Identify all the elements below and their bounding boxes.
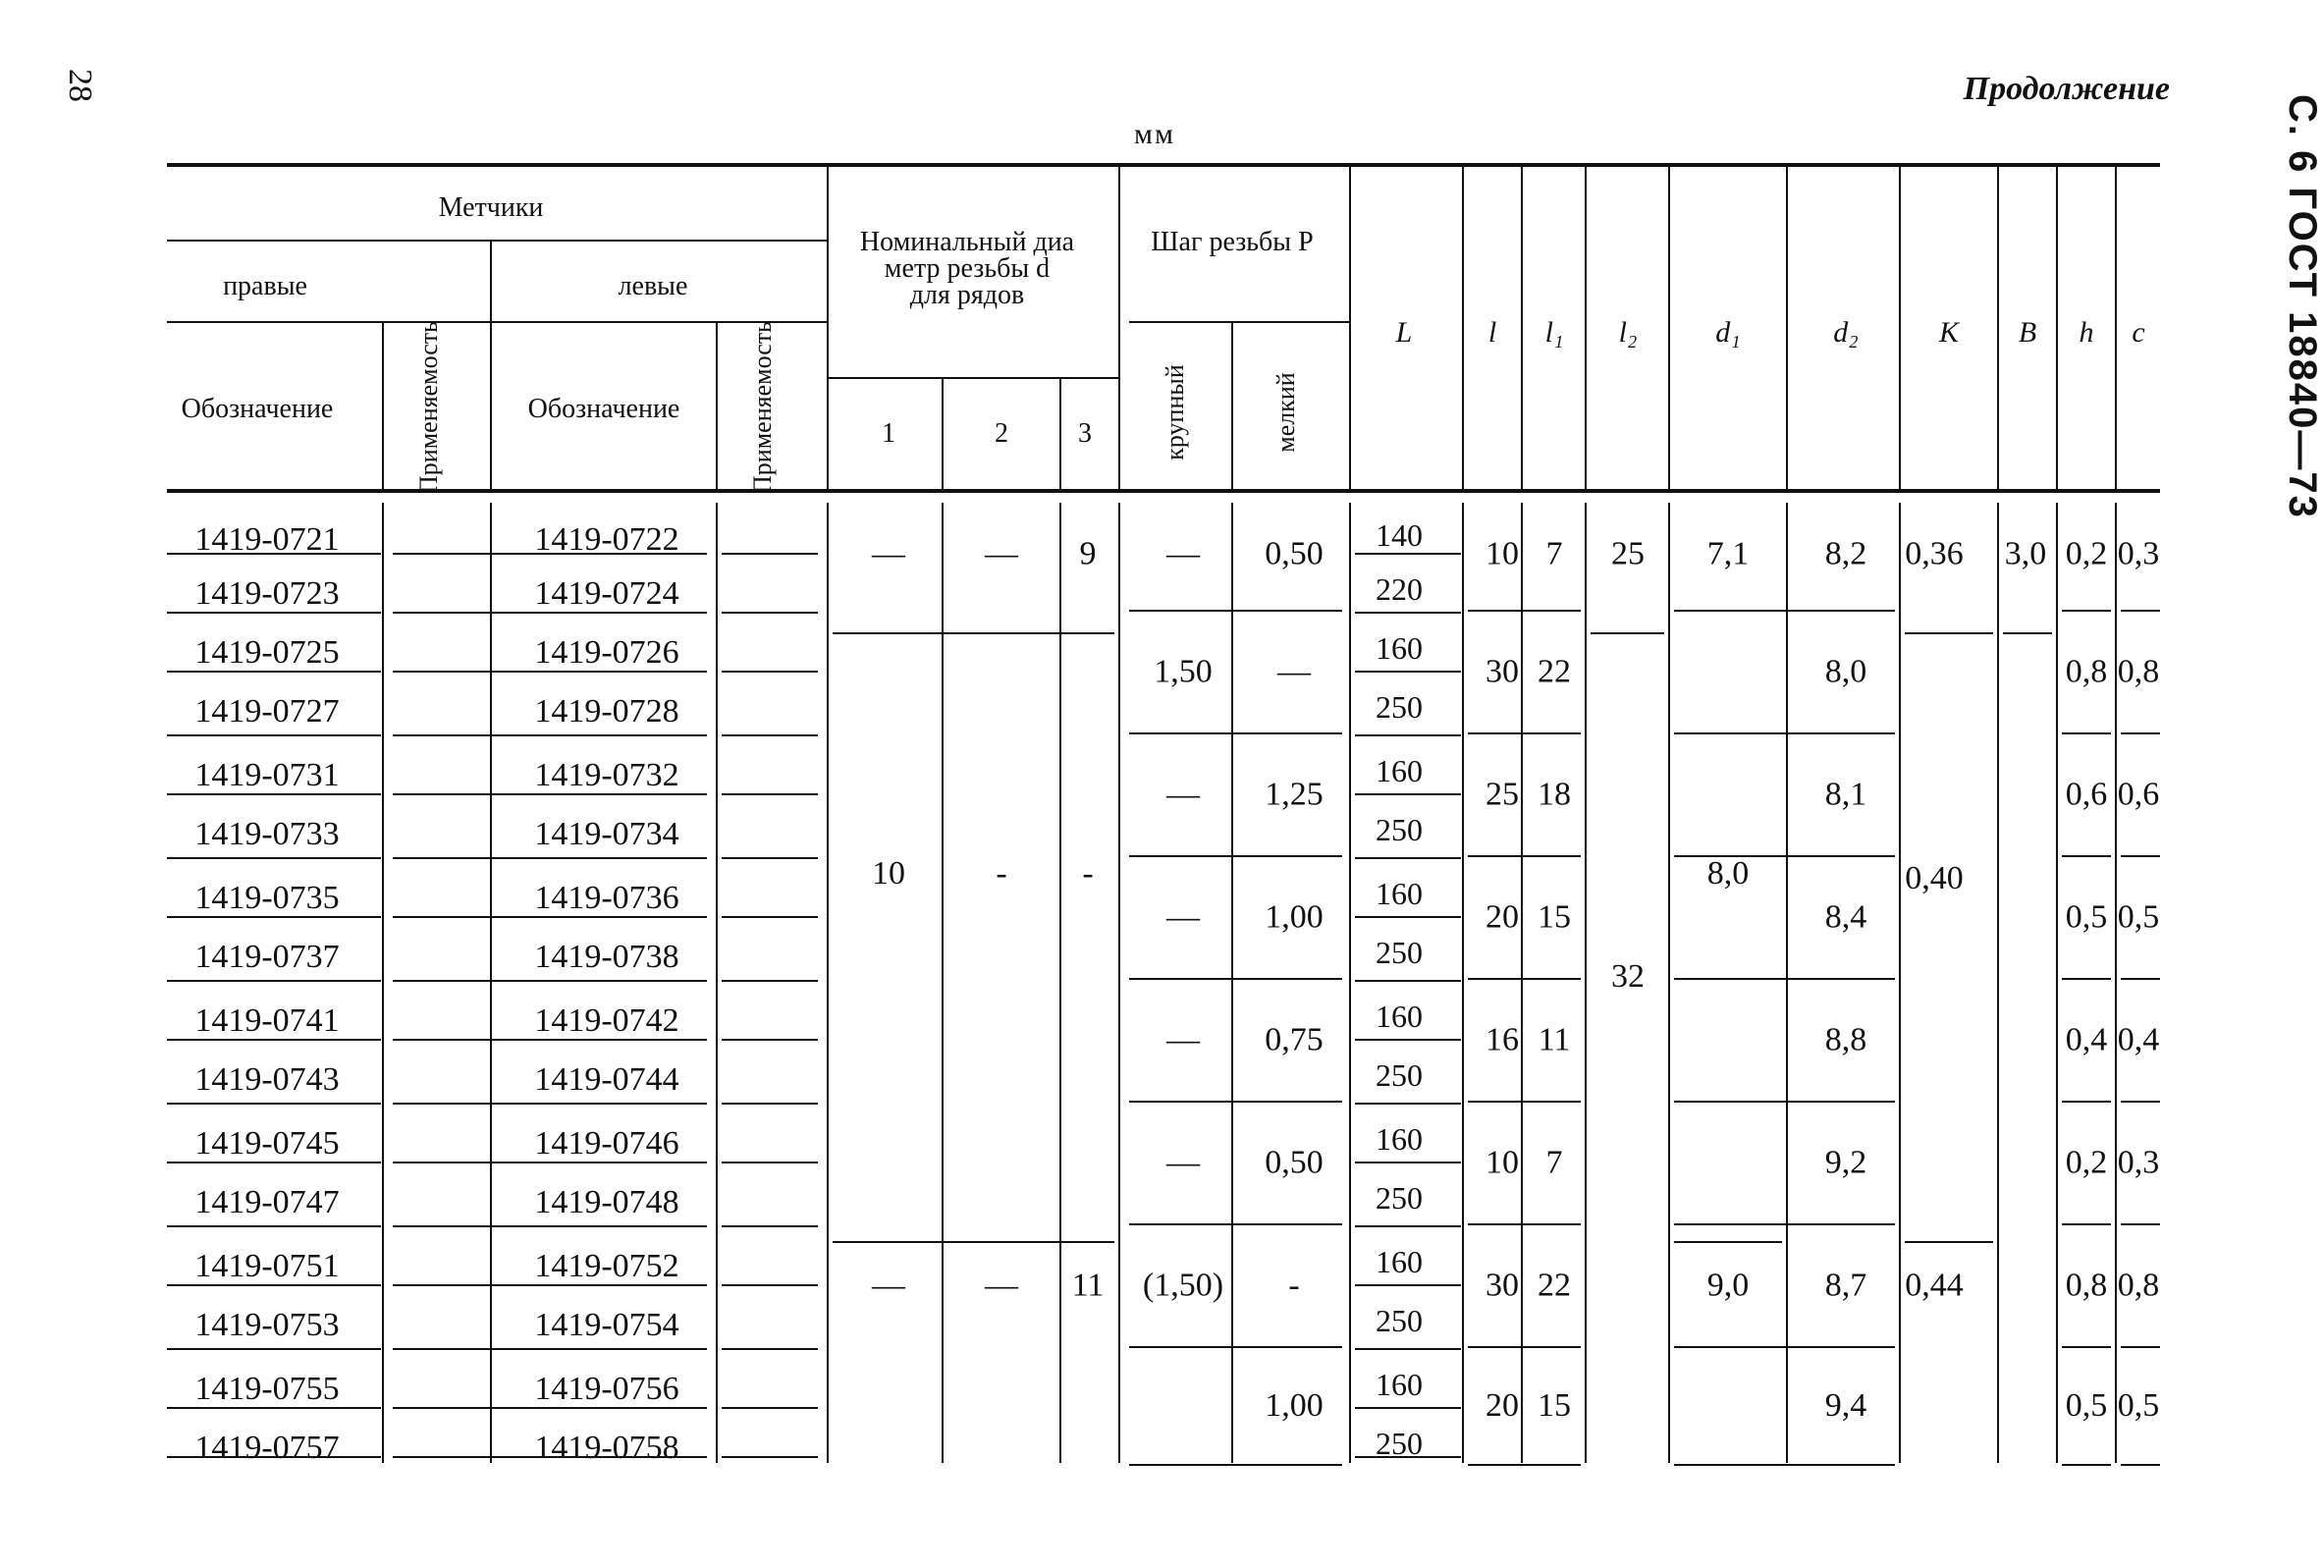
group-c: 0,5 bbox=[2117, 1387, 2160, 1424]
length-L: 160 bbox=[1376, 630, 1423, 666]
group-l1: 22 bbox=[1538, 1267, 1571, 1304]
group-coarse: 1,50 bbox=[1154, 653, 1213, 690]
designation-left: 1419-0742 bbox=[534, 1002, 679, 1039]
header-L: L bbox=[1395, 316, 1413, 349]
designation-right: 1419-0735 bbox=[194, 880, 340, 916]
designation-left: 1419-0756 bbox=[534, 1371, 679, 1407]
group-K: 0,36 bbox=[1905, 535, 1964, 572]
group-l1: 7 bbox=[1545, 535, 1563, 572]
group-coarse: — bbox=[1166, 1144, 1200, 1181]
length-L: 250 bbox=[1376, 935, 1423, 970]
group-l1: 11 bbox=[1538, 1021, 1571, 1058]
designation-left: 1419-0732 bbox=[534, 757, 679, 793]
length-L: 160 bbox=[1376, 753, 1423, 788]
group-fine: — bbox=[1277, 653, 1311, 690]
header-row-3: 3 bbox=[1078, 418, 1092, 449]
group-d2: 8,0 bbox=[1824, 653, 1867, 690]
group-d-row2: — bbox=[985, 535, 1018, 572]
group-coarse: — bbox=[1166, 1021, 1200, 1058]
length-L: 160 bbox=[1376, 876, 1423, 911]
header-applicability-right: Применяемость bbox=[414, 321, 443, 494]
group-d2: 8,7 bbox=[1824, 1267, 1867, 1304]
group-l1: 7 bbox=[1545, 1144, 1563, 1181]
group-d1: 7,1 bbox=[1706, 535, 1750, 572]
group-h: 0,5 bbox=[2065, 1387, 2108, 1424]
group-h: 0,4 bbox=[2065, 1021, 2108, 1058]
group-l1: 22 bbox=[1538, 653, 1571, 690]
designation-left: 1419-0728 bbox=[534, 693, 679, 730]
header-fine: мелкий bbox=[1271, 372, 1300, 453]
group-l: 30 bbox=[1486, 1267, 1519, 1304]
designation-right: 1419-0743 bbox=[194, 1061, 340, 1098]
header-l: l bbox=[1487, 316, 1497, 349]
group-d-row3: 9 bbox=[1079, 535, 1097, 572]
group-d2: 8,1 bbox=[1824, 776, 1867, 813]
designation-left: 1419-0748 bbox=[534, 1184, 679, 1220]
length-L: 250 bbox=[1376, 812, 1423, 847]
group-l1: 15 bbox=[1538, 1387, 1571, 1424]
header-coarse: крупный bbox=[1161, 364, 1189, 460]
group-d-row1: 10 bbox=[872, 855, 905, 892]
group-d-row3: 11 bbox=[1071, 1267, 1105, 1304]
length-L: 250 bbox=[1376, 1426, 1423, 1461]
length-L: 250 bbox=[1376, 689, 1423, 725]
group-d2: 9,4 bbox=[1824, 1387, 1867, 1424]
header-left: левые bbox=[618, 271, 688, 301]
length-L: 250 bbox=[1376, 1180, 1423, 1216]
group-B: 3,0 bbox=[2004, 535, 2047, 572]
length-L: 140 bbox=[1376, 517, 1423, 553]
header-row-1: 1 bbox=[882, 418, 895, 449]
page-number: 28 bbox=[62, 69, 98, 102]
designation-right: 1419-0731 bbox=[194, 757, 340, 793]
table-header bbox=[182, 192, 2145, 494]
group-h: 0,8 bbox=[2065, 1267, 2108, 1304]
group-l2: 25 bbox=[1611, 535, 1645, 572]
group-l1: 18 bbox=[1538, 776, 1571, 813]
header-d1: d₁ bbox=[1715, 316, 1741, 349]
header-nominal-diameter: метр резьбы d bbox=[884, 253, 1051, 284]
designation-right: 1419-0751 bbox=[194, 1248, 340, 1284]
designation-right: 1419-0725 bbox=[194, 634, 340, 671]
header-l1: l₁ bbox=[1544, 316, 1564, 349]
designation-left: 1419-0736 bbox=[534, 880, 679, 916]
group-d2: 9,2 bbox=[1824, 1144, 1867, 1181]
designation-left: 1419-0722 bbox=[534, 521, 679, 558]
group-K: 0,44 bbox=[1905, 1267, 1964, 1304]
designation-right: 1419-0755 bbox=[194, 1371, 340, 1407]
header-right: правые bbox=[223, 271, 307, 301]
group-c: 0,6 bbox=[2117, 776, 2160, 813]
group-h: 0,6 bbox=[2065, 776, 2108, 813]
designation-left: 1419-0746 bbox=[534, 1125, 679, 1162]
designation-left: 1419-0754 bbox=[534, 1307, 679, 1343]
designation-right: 1419-0733 bbox=[194, 816, 340, 852]
group-h: 0,2 bbox=[2065, 1144, 2108, 1181]
table-body bbox=[194, 517, 2159, 1466]
header-l2: l₂ bbox=[1618, 316, 1638, 349]
group-c: 0,8 bbox=[2117, 1267, 2160, 1304]
header-nominal-diameter: для рядов bbox=[909, 280, 1025, 310]
group-d2: 8,4 bbox=[1824, 898, 1867, 936]
header-applicability-left: Применяемость bbox=[748, 321, 777, 494]
group-d1: 9,0 bbox=[1706, 1267, 1750, 1304]
group-d-row3: - bbox=[1082, 855, 1094, 892]
header-h: h bbox=[2079, 316, 2094, 349]
designation-left: 1419-0758 bbox=[534, 1430, 679, 1466]
length-L: 160 bbox=[1376, 1244, 1423, 1279]
group-fine: 1,25 bbox=[1265, 776, 1324, 813]
header-B: B bbox=[2018, 316, 2037, 349]
designation-left: 1419-0744 bbox=[534, 1061, 679, 1098]
group-d-row1: — bbox=[872, 535, 905, 572]
header-c: c bbox=[2132, 316, 2145, 349]
group-d2: 8,8 bbox=[1824, 1021, 1867, 1058]
group-fine: 0,75 bbox=[1265, 1021, 1324, 1058]
designation-right: 1419-0721 bbox=[194, 521, 340, 558]
designation-right: 1419-0727 bbox=[194, 693, 340, 730]
length-L: 160 bbox=[1376, 999, 1423, 1034]
group-h: 0,2 bbox=[2065, 535, 2108, 572]
designation-left: 1419-0726 bbox=[534, 634, 679, 671]
group-l: 20 bbox=[1486, 1387, 1519, 1424]
group-coarse: — bbox=[1166, 535, 1200, 572]
group-fine: 1,00 bbox=[1265, 1387, 1324, 1424]
group-fine: 0,50 bbox=[1265, 1144, 1324, 1181]
group-l: 10 bbox=[1486, 1144, 1519, 1181]
group-h: 0,5 bbox=[2065, 898, 2108, 936]
group-d-row1: — bbox=[872, 1267, 905, 1304]
group-c: 0,8 bbox=[2117, 653, 2160, 690]
group-c: 0,4 bbox=[2117, 1021, 2160, 1058]
length-L: 160 bbox=[1376, 1121, 1423, 1157]
group-d2: 8,2 bbox=[1824, 535, 1867, 572]
header-nominal-diameter: Номинальный диа bbox=[859, 227, 1075, 257]
header-pitch: Шаг резьбы P bbox=[1151, 227, 1314, 257]
group-d-row2: — bbox=[985, 1267, 1018, 1304]
group-coarse: — bbox=[1166, 898, 1200, 936]
header-designation-right: Обозначение bbox=[181, 394, 334, 424]
length-L: 220 bbox=[1376, 571, 1423, 607]
group-d-row2: - bbox=[996, 855, 1007, 892]
group-c: 0,3 bbox=[2117, 535, 2160, 572]
header-row-2: 2 bbox=[995, 418, 1008, 449]
group-coarse: — bbox=[1166, 776, 1200, 813]
header-designation-left: Обозначение bbox=[527, 394, 680, 424]
group-l: 10 bbox=[1486, 535, 1519, 572]
designation-right: 1419-0757 bbox=[194, 1430, 340, 1466]
group-c: 0,5 bbox=[2117, 898, 2160, 936]
designation-right: 1419-0723 bbox=[194, 575, 340, 612]
designation-right: 1419-0745 bbox=[194, 1125, 340, 1162]
header-taps: Метчики bbox=[438, 192, 544, 223]
group-l: 16 bbox=[1486, 1021, 1519, 1058]
group-fine: 0,50 bbox=[1265, 535, 1324, 572]
units-label: мм bbox=[1134, 118, 1175, 150]
designation-left: 1419-0734 bbox=[534, 816, 679, 852]
designation-right: 1419-0737 bbox=[194, 939, 340, 975]
group-l: 30 bbox=[1486, 653, 1519, 690]
designation-right: 1419-0753 bbox=[194, 1307, 340, 1343]
group-K: 0,40 bbox=[1905, 860, 1964, 896]
designation-left: 1419-0752 bbox=[534, 1248, 679, 1284]
group-l2: 32 bbox=[1611, 958, 1645, 995]
group-l1: 15 bbox=[1538, 898, 1571, 936]
designation-left: 1419-0724 bbox=[534, 575, 679, 612]
group-l: 20 bbox=[1486, 898, 1519, 936]
group-l: 25 bbox=[1486, 776, 1519, 813]
designation-right: 1419-0747 bbox=[194, 1184, 340, 1220]
group-d1: 8,0 bbox=[1706, 855, 1750, 892]
length-L: 250 bbox=[1376, 1303, 1423, 1338]
group-fine: - bbox=[1288, 1267, 1300, 1304]
group-c: 0,3 bbox=[2117, 1144, 2160, 1181]
group-fine: 1,00 bbox=[1265, 898, 1324, 936]
designation-right: 1419-0741 bbox=[194, 1002, 340, 1039]
designation-left: 1419-0738 bbox=[534, 939, 679, 975]
group-h: 0,8 bbox=[2065, 653, 2108, 690]
header-d2: d₂ bbox=[1833, 316, 1859, 349]
group-coarse: (1,50) bbox=[1142, 1267, 1224, 1304]
length-L: 160 bbox=[1376, 1367, 1423, 1402]
length-L: 250 bbox=[1376, 1057, 1423, 1093]
document-side-title: С. 6 ГОСТ 18840—73 bbox=[2281, 94, 2324, 519]
continuation-label: Продолжение bbox=[1963, 71, 2170, 107]
header-K: K bbox=[1938, 316, 1960, 349]
